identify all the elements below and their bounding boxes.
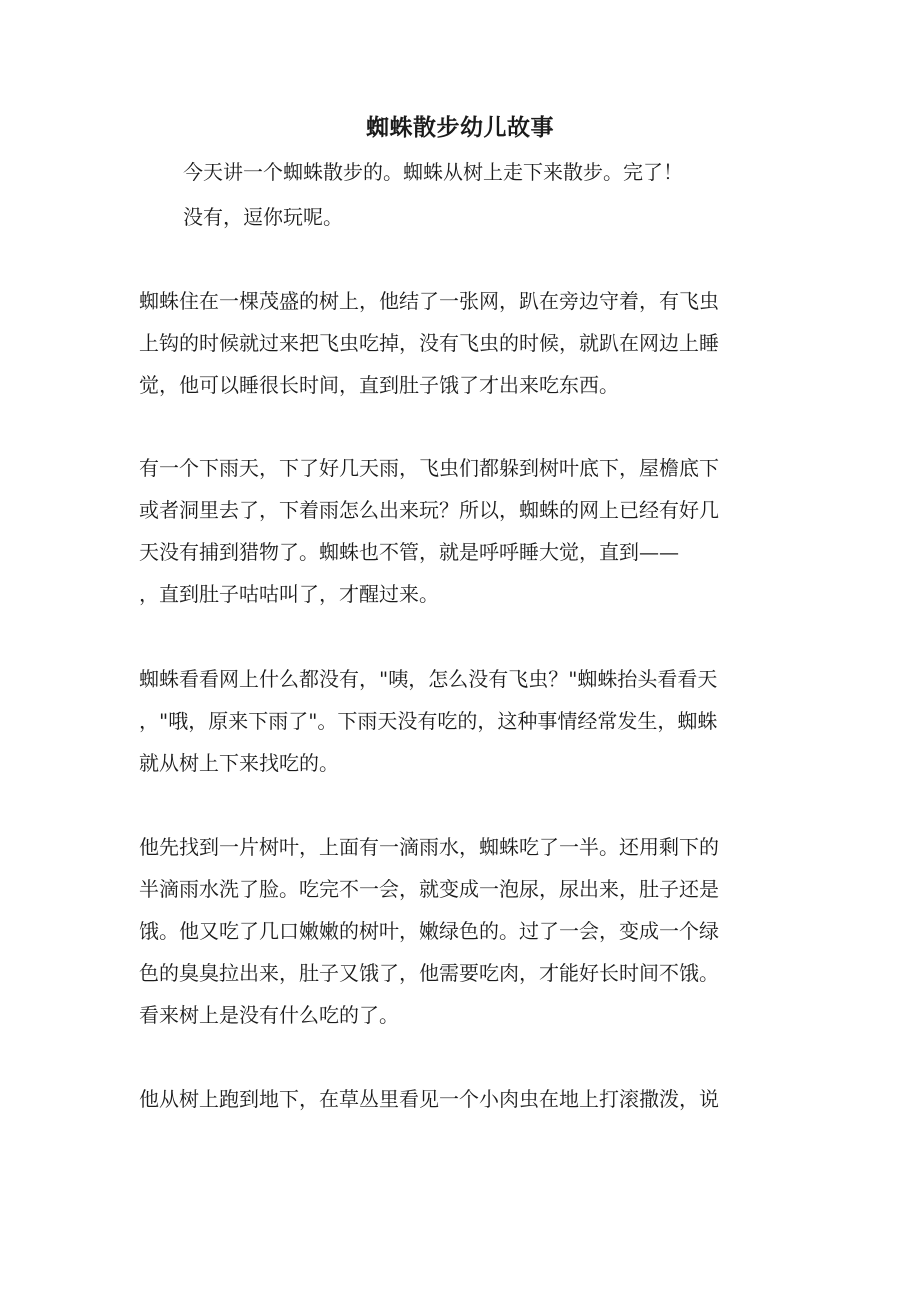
paragraph-line: 有一个下雨天，下了好几天雨，飞虫们都躲到树叶底下，屋檐底下 <box>139 456 719 480</box>
intro-line: 今天讲一个蜘蛛散步的。蜘蛛从树上走下来散步。完了！ <box>183 160 683 184</box>
paragraph <box>139 280 773 406</box>
document-title: 蜘蛛散步幼儿故事 <box>366 114 554 141</box>
paragraph <box>139 826 773 1036</box>
intro-line: 没有，逗你玩呢。 <box>183 205 343 229</box>
paragraph <box>139 1078 773 1120</box>
paragraph-line: 就从树上下来找吃的。 <box>139 751 339 775</box>
paragraph-line: ，"哦，原来下雨了"。下雨天没有吃的，这种事情经常发生，蜘蛛 <box>139 709 718 733</box>
paragraph <box>139 658 773 784</box>
paragraph-line: 上钩的时候就过来把飞虫吃掉，没有飞虫的时候，就趴在网边上睡 <box>139 331 719 355</box>
paragraph-line: 他先找到一片树叶，上面有一滴雨水，蜘蛛吃了一半。还用剩下的 <box>139 835 719 859</box>
paragraph-line: 蜘蛛住在一棵茂盛的树上，他结了一张网，趴在旁边守着，有飞虫 <box>139 289 719 313</box>
paragraph-line: 蜘蛛看看网上什么都没有，"咦，怎么没有飞虫？"蜘蛛抬头看看天 <box>139 667 718 691</box>
paragraph-line: 看来树上是没有什么吃的了。 <box>139 1003 399 1027</box>
paragraph-line: 他从树上跑到地下，在草丛里看见一个小肉虫在地上打滚撒泼，说 <box>139 1087 719 1111</box>
paragraph-line: 或者洞里去了，下着雨怎么出来玩？所以，蜘蛛的网上已经有好几 <box>139 498 719 522</box>
paragraph-line: ，直到肚子咕咕叫了，才醒过来。 <box>139 582 439 606</box>
paragraph-line: 色的臭臭拉出来，肚子又饿了，他需要吃肉，才能好长时间不饿。 <box>139 961 719 985</box>
paragraph <box>139 447 773 615</box>
paragraph-line: 饿。他又吃了几口嫩嫩的树叶，嫩绿色的。过了一会，变成一个绿 <box>139 919 719 943</box>
paragraph-line: 天没有捕到猎物了。蜘蛛也不管，就是呼呼睡大觉，直到—— <box>139 540 679 564</box>
paragraph-line: 觉，他可以睡很长时间，直到肚子饿了才出来吃东西。 <box>139 373 619 397</box>
paragraph-line: 半滴雨水洗了脸。吃完不一会，就变成一泡尿，尿出来，肚子还是 <box>139 877 719 901</box>
